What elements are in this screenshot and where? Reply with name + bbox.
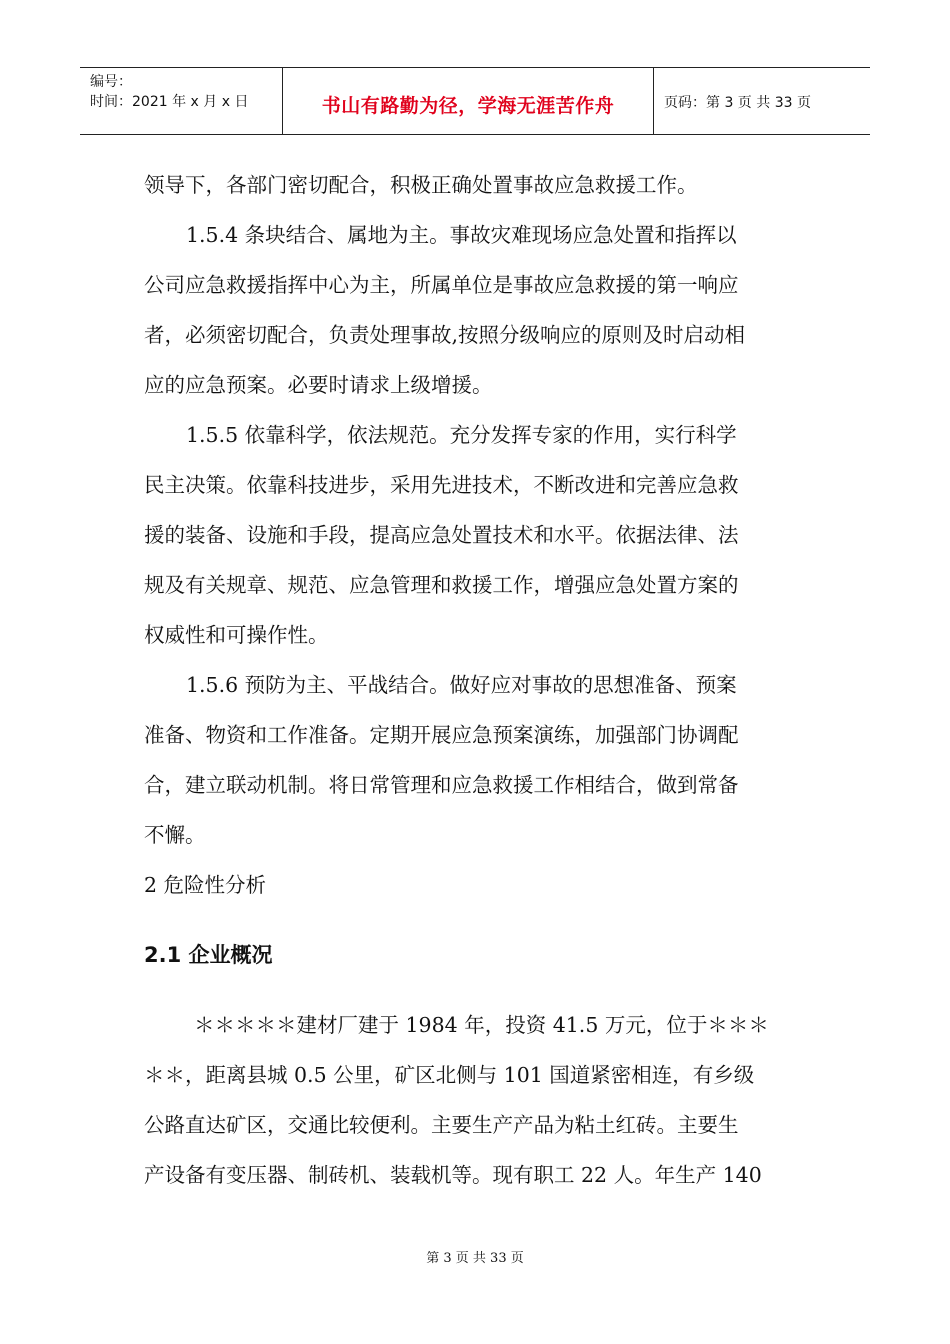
paragraph-line: 1.5.6 预防为主、平战结合。做好应对事故的思想准备、预案: [186, 673, 737, 697]
paragraph-line: 援的装备、设施和手段，提高应急处置技术和水平。依据法律、法: [144, 523, 739, 547]
paragraph-line: 公路直达矿区，交通比较便利。主要生产产品为粘土红砖。主要生: [144, 1113, 739, 1137]
paragraph-line: 领导下，各部门密切配合，积极正确处置事故应急救援工作。: [144, 173, 698, 197]
paragraph-line: 应的应急预案。必要时请求上级增援。: [144, 373, 493, 397]
document-body: [144, 160, 806, 1200]
page-footer: [0, 1247, 950, 1266]
paragraph-line: ＊＊，距离县城 0.5 公里，矿区北侧与 101 国道紧密相连，有乡级: [144, 1063, 755, 1087]
paragraph-line: 1.5.5 依靠科学，依法规范。充分发挥专家的作用，实行科学: [186, 423, 737, 447]
paragraph-line: 规及有关规章、规范、应急管理和救援工作，增强应急处置方案的: [144, 573, 739, 597]
paragraph-line: 民主决策。依靠科技进步，采用先进技术，不断改进和完善应急救: [144, 473, 739, 497]
page-header: [80, 67, 870, 135]
spacer: [144, 980, 806, 1000]
paragraph-line: 不懈。: [144, 823, 206, 847]
paragraph-line: 者，必须密切配合，负责处理事故,按照分级响应的原则及时启动相: [144, 323, 746, 347]
header-page-info-cell: [654, 68, 870, 134]
footer-page-number: 第 3 页 共 33 页: [426, 1251, 524, 1266]
paragraph-line: 公司应急救援指挥中心为主，所属单位是事故应急救援的第一响应: [144, 273, 739, 297]
paragraph-line: 合，建立联动机制。将日常管理和应急救援工作相结合，做到常备: [144, 773, 739, 797]
paragraph-line: 准备、物资和工作准备。定期开展应急预案演练，加强部门协调配: [144, 723, 739, 747]
paragraph-line: 产设备有变压器、制砖机、装载机等。现有职工 22 人。年生产 140: [144, 1163, 762, 1187]
header-motto-cell: [282, 68, 654, 134]
paragraph-line: 权威性和可操作性。: [144, 623, 329, 647]
paragraph-line: 1.5.4 条块结合、属地为主。事故灾难现场应急处置和指挥以: [186, 223, 737, 247]
header-page-info: 页码：第 3 页 共 33 页: [664, 95, 811, 111]
section-heading: 2 危险性分析: [144, 873, 267, 897]
header-motto: 书山有路勤为径，学海无涯苦作舟: [321, 94, 615, 117]
header-meta: [80, 68, 282, 134]
paragraph-line: ＊＊＊＊＊建材厂建于 1984 年，投资 41.5 万元，位于＊＊＊: [194, 1013, 769, 1037]
document-number-label: 编号：: [90, 74, 132, 90]
document-date: 时间：2021 年 x 月 x 日: [90, 94, 249, 110]
subsection-heading: 2.1 企业概况: [144, 943, 273, 967]
spacer: [144, 910, 806, 930]
